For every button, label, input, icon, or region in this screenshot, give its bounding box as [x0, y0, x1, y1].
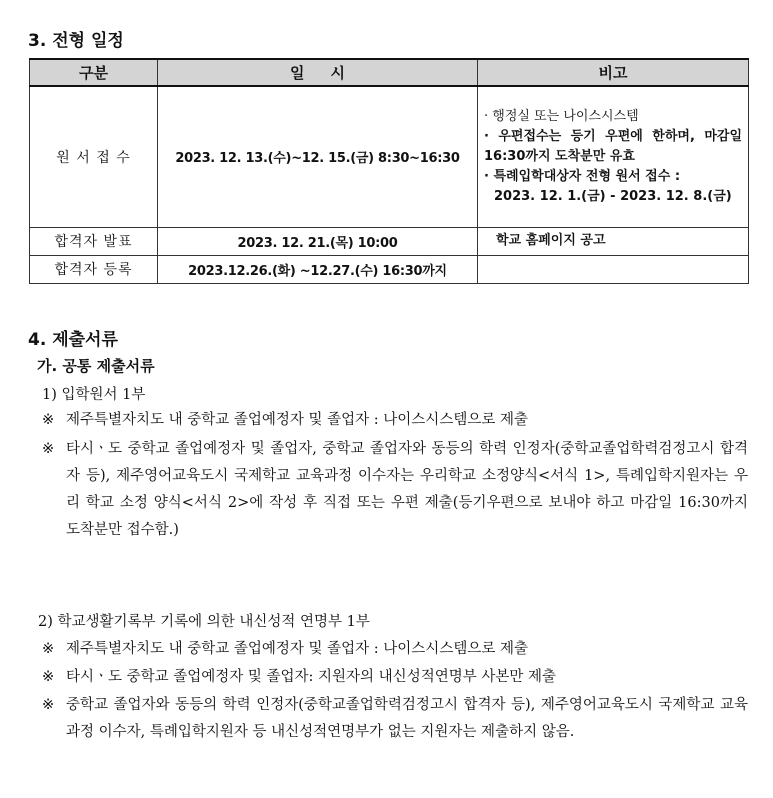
note-text: 제주특별자치도 내 중학교 졸업예정자 및 졸업자 : 나이스시스템으로 제출: [66, 641, 528, 657]
reference-mark: ※: [42, 441, 55, 457]
item-2-note-3: [42, 692, 748, 746]
section-3-title: 3. 전형 일정: [28, 31, 124, 51]
note-text: 타시ㆍ도 중학교 졸업예정자 및 졸업자: 지원자의 내신성적연명부 사본만 제출: [66, 669, 556, 685]
row-category: 합격자 발표: [30, 227, 158, 255]
row-datetime: 2023. 12. 13.(수)~12. 15.(금) 8:30~16:30: [158, 86, 478, 227]
reference-mark: ※: [42, 697, 55, 713]
section-4-title: 4. 제출서류: [28, 330, 118, 350]
item-2-label: 2) 학교생활기록부 기록에 의한 내신성적 연명부 1부: [38, 614, 370, 630]
item-1-note-2: [42, 436, 748, 544]
note-line: 2023. 12. 1.(금) - 2023. 12. 8.(금): [494, 188, 732, 204]
table-row-registration: [30, 255, 749, 283]
header-category: 구분: [30, 59, 158, 86]
reference-mark: ※: [42, 669, 55, 685]
note-line: · 행정실 또는 나이스시스템: [484, 108, 639, 124]
row-datetime: 2023. 12. 21.(목) 10:00: [158, 227, 478, 255]
note-line: · 우편접수는 등기 우편에 한하며, 마감일 16:30까지 도착분만 유효: [484, 128, 742, 164]
table-row-application: [30, 86, 749, 227]
note-text: 중학교 졸업자와 동등의 학력 인정자(중학교졸업학력검정고시 합격자 등), 제주영어교육도시 국제학교 교육과정 이수자, 특례입학지원자 등 내신성적연명부가 없는 지원자는 제출하지 않음.: [66, 697, 748, 740]
row-category: 원 서 접 수: [30, 86, 158, 227]
table-header-row: [30, 59, 749, 86]
reference-mark: ※: [42, 412, 55, 428]
note-line: · 특례입학대상자 전형 원서 접수 :: [484, 168, 681, 184]
item-2-note-1: [42, 636, 748, 663]
row-notes: 학교 홈페이지 공고: [478, 227, 749, 255]
item-1-note-1: [42, 407, 748, 434]
row-datetime: 2023.12.26.(화) ~12.27.(수) 16:30까지: [158, 255, 478, 283]
note-text: 제주특별자치도 내 중학교 졸업예정자 및 졸업자 : 나이스시스템으로 제출: [66, 412, 528, 428]
header-datetime: 일 시: [158, 59, 478, 86]
item-1-label: 1) 입학원서 1부: [42, 387, 146, 403]
header-notes: 비고: [478, 59, 749, 86]
schedule-table: [29, 58, 749, 284]
row-category: 합격자 등록: [30, 255, 158, 283]
row-notes: [478, 255, 749, 283]
item-2-note-2: [42, 664, 748, 691]
reference-mark: ※: [42, 641, 55, 657]
subsection-title: 가. 공통 제출서류: [37, 357, 155, 375]
row-notes: [478, 86, 749, 227]
note-text: 타시ㆍ도 중학교 졸업예정자 및 졸업자, 중학교 졸업자와 동등의 학력 인정자(중학교졸업학력검정고시 합격자 등), 제주영어교육도시 국제학교 교육과정 이수자는 우리학교 소정양식<서식 1>, 특례입학지원자는 우리 학교 소정 양식<서식 2>에 작성 후 직접 또는 우편 제출(등기우편으로 보내야 하고 마감일 16:30까지 도착분만 접수함.): [66, 441, 748, 538]
table-row-announcement: [30, 227, 749, 255]
